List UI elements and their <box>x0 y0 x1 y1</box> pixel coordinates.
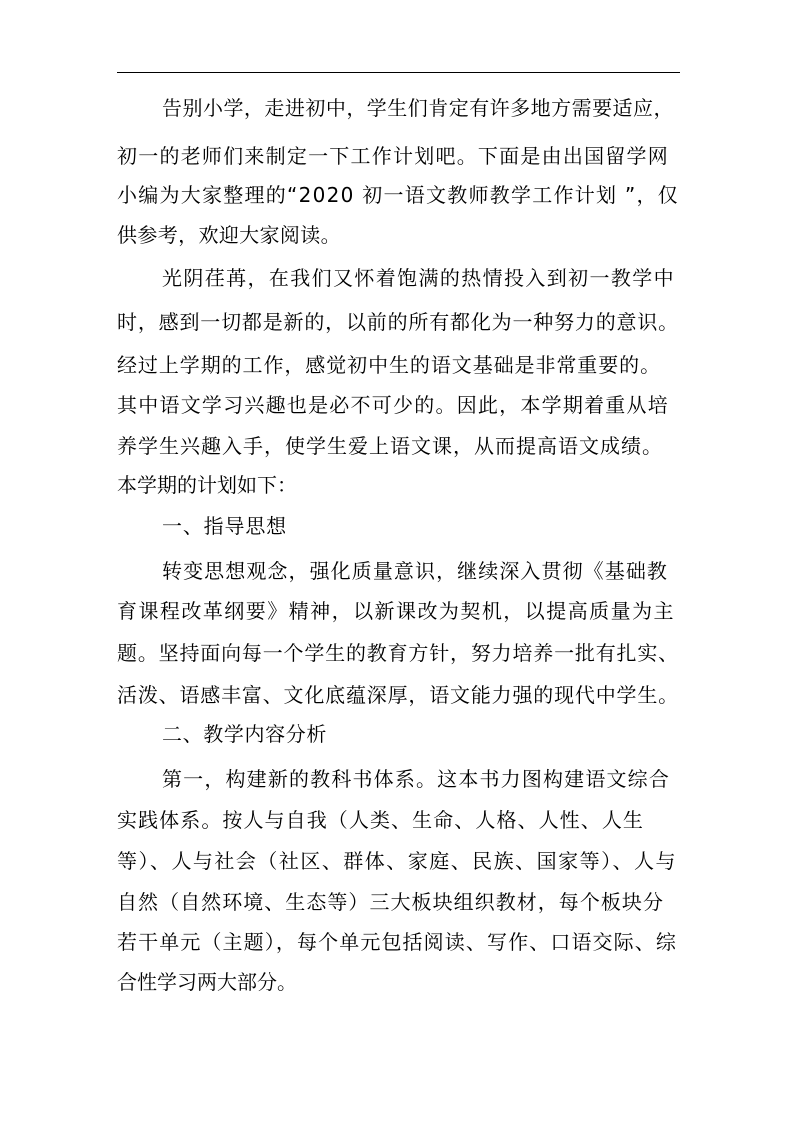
text-line: 合性学习两大部分。 <box>117 970 297 994</box>
header-rule <box>117 72 680 73</box>
text-line: 小编为大家整理的“2020 初一语文教师教学工作计划 ”，仅 <box>117 183 679 207</box>
text-line: 实践体系。按人与自我（人类、生命、人格、人性、人生 <box>117 808 644 832</box>
text-line: 第一，构建新的教科书体系。这本书力图构建语文综合 <box>162 767 670 791</box>
text-line: 养学生兴趣入手，使学生爱上语文课，从而提高语文成绩。 <box>117 434 663 458</box>
text-line: 育课程改革纲要》精神，以新课改为契机，以提高质量为主 <box>117 599 675 623</box>
text-line: 时，感到一切都是新的，以前的所有都化为一种努力的意识。 <box>117 310 679 334</box>
text-line: 若干单元（主题），每个单元包括阅读、写作、口语交际、综 <box>117 930 677 954</box>
text-line: 告别小学，走进初中，学生们肯定有许多地方需要适应， <box>162 96 674 120</box>
text-line: 本学期的计划如下： <box>117 473 297 497</box>
text-line: 活泼、语感丰富、文化底蕴深厚，语文能力强的现代中学生。 <box>117 683 679 707</box>
section-heading: 二、教学内容分析 <box>162 722 327 746</box>
text-line: 自然（自然环境、生态等）三大板块组织教材，每个板块分 <box>117 890 664 914</box>
text-line: 题。坚持面向每一个学生的教育方针，努力培养一批有扎实、 <box>117 641 679 665</box>
text-line: 经过上学期的工作，感觉初中生的语文基础是非常重要的。 <box>117 353 661 377</box>
text-line: 初一的老师们来制定一下工作计划吧。下面是由出国留学网 <box>117 144 669 168</box>
text-line: 供参考，欢迎大家阅读。 <box>117 223 341 247</box>
section-heading: 一、指导思想 <box>162 514 287 538</box>
text-line: 其中语文学习兴趣也是必不可少的。因此，本学期着重从培 <box>117 393 669 417</box>
text-line: 光阴荏苒，在我们又怀着饱满的热情投入到初一教学中 <box>162 266 675 290</box>
text-line: 等）、人与社会（社区、群体、家庭、民族、国家等）、人与 <box>117 849 677 873</box>
text-line: 转变思想观念，强化质量意识，继续深入贯彻《基础教 <box>162 559 668 583</box>
